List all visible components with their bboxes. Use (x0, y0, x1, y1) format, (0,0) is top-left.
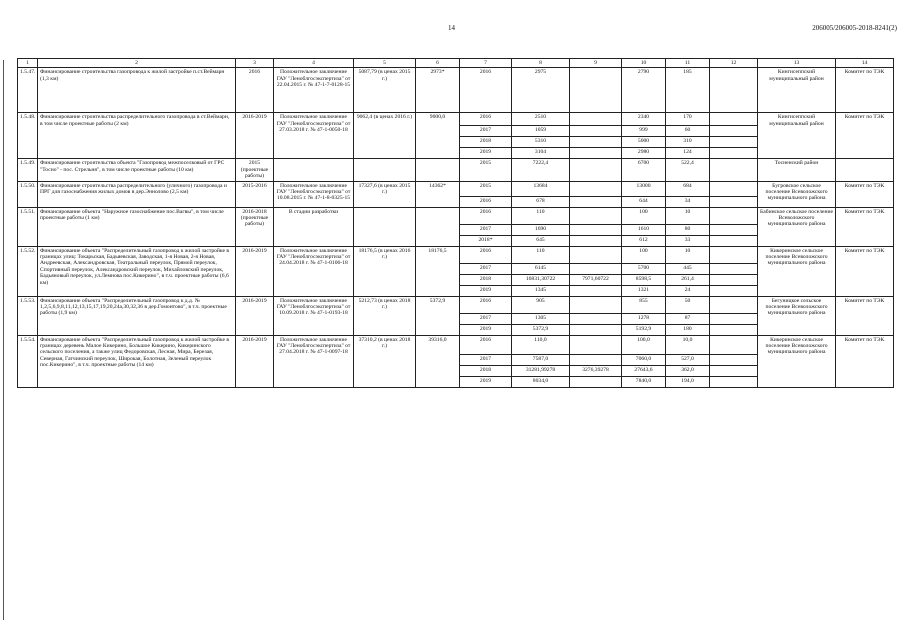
year-cell: 2015 (460, 181, 512, 196)
col12-cell (710, 148, 758, 159)
table-row (18, 181, 894, 196)
table-row (18, 113, 894, 126)
column-header: 13 (758, 59, 836, 68)
item-municipality: Тосненский район (758, 159, 836, 181)
item-name: Финансирование объекта "Распределительный газопровод к жилой застройке в границах улиц: Токарьская, Бадьяевская, Заводская, 1-я Новая, 2-я Новая, Андреевская, Александровская, Театральный переулок, Прямой переулок, Спортивный переулок, Александровский переулок, Михайловский переулок, Бадьяновый переулок, ул.Лемнова пос.Кикерино", в т.ч. проектные работы (6,6 км) (38, 246, 236, 296)
item-expertise: Положительное заключение ГАУ "Леноблгосэкспертиза" от 27.03.2018 г. № 47-1-0050-18 (274, 113, 354, 159)
col9-cell (570, 148, 622, 159)
item-period: 2016 (236, 68, 274, 113)
total-cell: 2510 (512, 113, 570, 126)
total-cell: 3104 (512, 148, 570, 159)
item-period: 2016-2019 (236, 335, 274, 387)
col11-cell: 10 (666, 207, 710, 224)
total-cell: 2975 (512, 68, 570, 113)
col12-cell (710, 335, 758, 354)
total-cell: 31281,99278 (512, 365, 570, 376)
item-number: 1.5.47. (18, 68, 38, 113)
col11-cell: 124 (666, 148, 710, 159)
col9-cell (570, 159, 622, 181)
col9-cell: 3276,39278 (570, 365, 622, 376)
col9-cell (570, 285, 622, 296)
item-cost: 17327,6 (в ценах 2015 г.) (354, 181, 416, 207)
year-cell: 2017 (460, 354, 512, 365)
col10-cell: 2790 (622, 68, 666, 113)
col10-cell: 1610 (622, 224, 666, 235)
total-cell: 110,0 (512, 335, 570, 354)
year-cell: 2016 (460, 68, 512, 113)
column-header: 2 (38, 59, 236, 68)
col12-cell (710, 246, 758, 263)
year-cell: 2018 (460, 274, 512, 285)
column-header: 1 (18, 59, 38, 68)
item-number: 1.5.52. (18, 246, 38, 296)
column-header: 9 (570, 59, 622, 68)
col12-cell (710, 68, 758, 113)
column-header: 5 (354, 59, 416, 68)
col9-cell (570, 196, 622, 207)
col12-cell (710, 113, 758, 126)
col10-cell: 5000 (622, 137, 666, 148)
item-municipality: Бегуницкое сельское поселение Всеволожского муниципального района (758, 296, 836, 335)
item-name: Финансирование объекта "Распределительный газопровод к д.д. № 1,2,5,6,9,8,11,12,13,15,17,19,20,24а,30,32,36 в дер.Гомонтово", в т.ч. проектные работы (1,9 км) (38, 296, 236, 335)
col9-cell (570, 263, 622, 274)
year-cell: 2017 (460, 263, 512, 274)
item-cost: 9062,4 (в ценах 2016 г.) (354, 113, 416, 159)
item-expertise: Положительное заключение ГАУ "Леноблгосэкспертиза" от 24.04.2018 г. № 47-1-0106-18 (274, 246, 354, 296)
total-cell: 110 (512, 207, 570, 224)
col11-cell: 310 (666, 137, 710, 148)
col12-cell (710, 324, 758, 335)
item-responsible: Комитет по ТЭК (836, 68, 894, 113)
table-row (18, 159, 894, 181)
item-responsible: Комитет по ТЭК (836, 181, 894, 207)
item-period: 2016-2019 (236, 113, 274, 159)
item-responsible: Комитет по ТЭК (836, 246, 894, 296)
col12-cell (710, 285, 758, 296)
year-cell: 2018 (460, 137, 512, 148)
column-header: 10 (622, 59, 666, 68)
page-edge-line (3, 60, 4, 620)
col9-cell (570, 181, 622, 196)
total-cell: 7222,4 (512, 159, 570, 181)
col10-cell: 7840,0 (622, 376, 666, 387)
item-cost: 5087,79 (в ценах 2015 г.) (354, 68, 416, 113)
col9-cell (570, 324, 622, 335)
col11-cell: 10,0 (666, 335, 710, 354)
total-cell: 645 (512, 235, 570, 246)
item-number: 1.5.50. (18, 181, 38, 207)
item-name: Финансирование строительства объекта "Газопровод межпоселковый от ГРС "Тосно" - пос. Стрельня", в том числе проектные работы (10 км) (38, 159, 236, 181)
year-cell: 2015 (460, 159, 512, 181)
total-cell: 1690 (512, 224, 570, 235)
item-expertise: Положительное заключение ГАУ "Леноблгосэкспертиза" от 10.09.2018 г. № 47-1-0193-18 (274, 296, 354, 335)
col11-cell: 684 (666, 181, 710, 196)
col12-cell (710, 137, 758, 148)
col11-cell: 80 (666, 224, 710, 235)
item-period: 2015 (проектные работы) (236, 159, 274, 181)
col12-cell (710, 196, 758, 207)
col11-cell: 445 (666, 263, 710, 274)
item-expertise: Положительное заключение ГАУ "Леноблгосэкспертиза" от 22.04.2015 г. № 47-1-7-0128-15 (274, 68, 354, 113)
col10-cell: 100 (622, 246, 666, 263)
col11-cell: 261,4 (666, 274, 710, 285)
table-row (18, 68, 894, 113)
total-cell: 110 (512, 246, 570, 263)
table-row (18, 207, 894, 224)
total-cell: 1345 (512, 285, 570, 296)
col11-cell: 24 (666, 285, 710, 296)
item-responsible: Комитет по ТЭК (836, 335, 894, 387)
col12-cell (710, 376, 758, 387)
year-cell: 2016 (460, 207, 512, 224)
col9-cell (570, 68, 622, 113)
year-cell: 2019 (460, 285, 512, 296)
total-cell: 7587,0 (512, 354, 570, 365)
col11-cell: 60 (666, 126, 710, 137)
item-cost: 5212,73 (в ценах 2018 г.) (354, 296, 416, 335)
item-number: 1.5.53. (18, 296, 38, 335)
col10-cell: 13000 (622, 181, 666, 196)
col12-cell (710, 313, 758, 324)
item-col6: 18176,5 (416, 246, 460, 296)
column-header: 3 (236, 59, 274, 68)
col12-cell (710, 207, 758, 224)
item-expertise: Положительное заключение ГАУ "Леноблгосэкспертиза" от 10.08.2015 г. № 47-1-8-0325-15 (274, 181, 354, 207)
item-municipality: Бугровское сельское поселение Всеволожского муниципального района (758, 181, 836, 207)
item-number: 1.5.51. (18, 207, 38, 246)
item-col6: 5372,9 (416, 296, 460, 335)
item-municipality: Кингисеппский муниципальный район (758, 113, 836, 159)
col12-cell (710, 296, 758, 313)
item-municipality: Кингисеппский муниципальный район (758, 68, 836, 113)
item-period: 2016-2019 (236, 246, 274, 296)
col9-cell (570, 113, 622, 126)
item-number: 1.5.54. (18, 335, 38, 387)
year-cell: 2016 (460, 246, 512, 263)
program-table (17, 58, 894, 388)
item-col6: 39316,0 (416, 335, 460, 387)
item-responsible: Комитет по ТЭК (836, 113, 894, 159)
col10-cell: 6700 (622, 159, 666, 181)
item-name: Финансирование объекта "Распределительный газопровод к жилой застройке в границах деревень Малое Кикерино, Большое Кикерино, Кикеринского сельского поселения, а также улиц Федоровская, Лесная, Мира, Березая, Северная, Гатчинский переулок, Широкая, Болотная, Зеленый переулок пос.Кикерино", в т.ч. проектные работы (14 км) (38, 335, 236, 387)
col10-cell: 1321 (622, 285, 666, 296)
item-col6: 2973* (416, 68, 460, 113)
col12-cell (710, 224, 758, 235)
year-cell: 2017 (460, 313, 512, 324)
col9-cell (570, 137, 622, 148)
column-header: 7 (460, 59, 512, 68)
col9-cell (570, 376, 622, 387)
item-name: Финансирование объекта "Наружное газоснабжение пос.Вагвы", в том числе проектные работы (1 км) (38, 207, 236, 246)
col11-cell: 33 (666, 235, 710, 246)
item-cost: 18176,5 (в ценах 2016 г.) (354, 246, 416, 296)
total-cell: 8034,0 (512, 376, 570, 387)
year-cell: 2019 (460, 148, 512, 159)
col10-cell: 999 (622, 126, 666, 137)
col12-cell (710, 274, 758, 285)
item-cost (354, 207, 416, 246)
item-period: 2016-2018 (проектные работы) (236, 207, 274, 246)
total-cell: 905 (512, 296, 570, 313)
col11-cell: 10 (666, 246, 710, 263)
col9-cell (570, 235, 622, 246)
col10-cell: 855 (622, 296, 666, 313)
item-municipality: Кикеринское сельское поселение Всеволожского муниципального района (758, 335, 836, 387)
table-row (18, 335, 894, 354)
total-cell: 678 (512, 196, 570, 207)
col10-cell: 2980 (622, 148, 666, 159)
col9-cell (570, 313, 622, 324)
column-header: 12 (710, 59, 758, 68)
col12-cell (710, 365, 758, 376)
item-name: Финансирование строительства распределительного газопровода в ст.Веймарн, в том числе проектные работы (2 км) (38, 113, 236, 159)
total-cell: 5310 (512, 137, 570, 148)
col12-cell (710, 159, 758, 181)
item-responsible: Комитет по ТЭК (836, 207, 894, 246)
item-expertise: Положительное заключение ГАУ "Леноблгосэкспертиза" от 27.04.2018 г. № 47-1-0097-18 (274, 335, 354, 387)
col9-cell (570, 224, 622, 235)
total-cell: 6145 (512, 263, 570, 274)
col11-cell: 194,0 (666, 376, 710, 387)
item-responsible: Комитет по ТЭК (836, 296, 894, 335)
col11-cell: 50 (666, 296, 710, 313)
table-body (18, 68, 894, 387)
col10-cell: 27643,6 (622, 365, 666, 376)
item-name: Финансирование строительства газопровода к жилой застройке п.ст.Веймарн (1,3 км) (38, 68, 236, 113)
table-row (18, 296, 894, 313)
col11-cell: 522,4 (666, 159, 710, 181)
item-expertise (274, 159, 354, 181)
col9-cell (570, 207, 622, 224)
col10-cell: 1278 (622, 313, 666, 324)
column-header: 4 (274, 59, 354, 68)
col9-cell (570, 354, 622, 365)
total-cell: 5372,9 (512, 324, 570, 335)
item-col6 (416, 159, 460, 181)
year-cell: 2016 (460, 196, 512, 207)
year-cell: 2016 (460, 113, 512, 126)
item-municipality: Кикеринское сельское поселение Всеволожского муниципального района (758, 246, 836, 296)
col9-cell (570, 296, 622, 313)
column-header: 6 (416, 59, 460, 68)
column-number-row (18, 59, 894, 68)
year-cell: 2017 (460, 224, 512, 235)
col10-cell: 100,0 (622, 335, 666, 354)
item-expertise: В стадии разработки (274, 207, 354, 246)
item-cost (354, 159, 416, 181)
page-number: 14 (448, 24, 455, 32)
item-col6: 9000,0 (416, 113, 460, 159)
year-cell: 2019 (460, 376, 512, 387)
item-cost: 37310,2 (в ценах 2018 г.) (354, 335, 416, 387)
item-number: 1.5.49. (18, 159, 38, 181)
col10-cell: 100 (622, 207, 666, 224)
col12-cell (710, 354, 758, 365)
col10-cell: 644 (622, 196, 666, 207)
item-number: 1.5.48. (18, 113, 38, 159)
total-cell: 16831,30722 (512, 274, 570, 285)
document-code: 206005/206005-2018-8241(2) (812, 24, 897, 32)
column-header: 14 (836, 59, 894, 68)
col11-cell: 185 (666, 68, 710, 113)
item-responsible (836, 159, 894, 181)
column-header: 11 (666, 59, 710, 68)
col10-cell: 5192,9 (622, 324, 666, 335)
year-cell: 2017 (460, 126, 512, 137)
col11-cell: 87 (666, 313, 710, 324)
table-row (18, 246, 894, 263)
col10-cell: 8598,5 (622, 274, 666, 285)
col11-cell: 180 (666, 324, 710, 335)
year-cell: 2016 (460, 335, 512, 354)
column-header: 8 (512, 59, 570, 68)
col12-cell (710, 263, 758, 274)
item-period: 2015-2016 (236, 181, 274, 207)
col9-cell (570, 246, 622, 263)
col9-cell (570, 126, 622, 137)
total-cell: 1305 (512, 313, 570, 324)
col9-cell: 7971,60722 (570, 274, 622, 285)
col9-cell (570, 335, 622, 354)
year-cell: 2018 (460, 365, 512, 376)
col10-cell: 5700 (622, 263, 666, 274)
col12-cell (710, 235, 758, 246)
col10-cell: 612 (622, 235, 666, 246)
col12-cell (710, 126, 758, 137)
item-municipality: Бабинское сельское поселение Всеволожского муниципального района (758, 207, 836, 246)
item-period: 2016-2019 (236, 296, 274, 335)
item-col6: 14362* (416, 181, 460, 207)
col11-cell: 527,0 (666, 354, 710, 365)
total-cell: 13684 (512, 181, 570, 196)
col11-cell: 362,0 (666, 365, 710, 376)
year-cell: 2019 (460, 324, 512, 335)
col10-cell: 7060,0 (622, 354, 666, 365)
col10-cell: 2340 (622, 113, 666, 126)
col11-cell: 34 (666, 196, 710, 207)
year-cell: 2016 (460, 296, 512, 313)
col11-cell: 170 (666, 113, 710, 126)
year-cell: 2018* (460, 235, 512, 246)
item-name: Финансирование строительства распределительного (уличного) газопровода и ПРГ для газоснабжения жилых домов в дер.Эннолово (2,5 км) (38, 181, 236, 207)
col12-cell (710, 181, 758, 196)
total-cell: 1059 (512, 126, 570, 137)
item-col6 (416, 207, 460, 246)
